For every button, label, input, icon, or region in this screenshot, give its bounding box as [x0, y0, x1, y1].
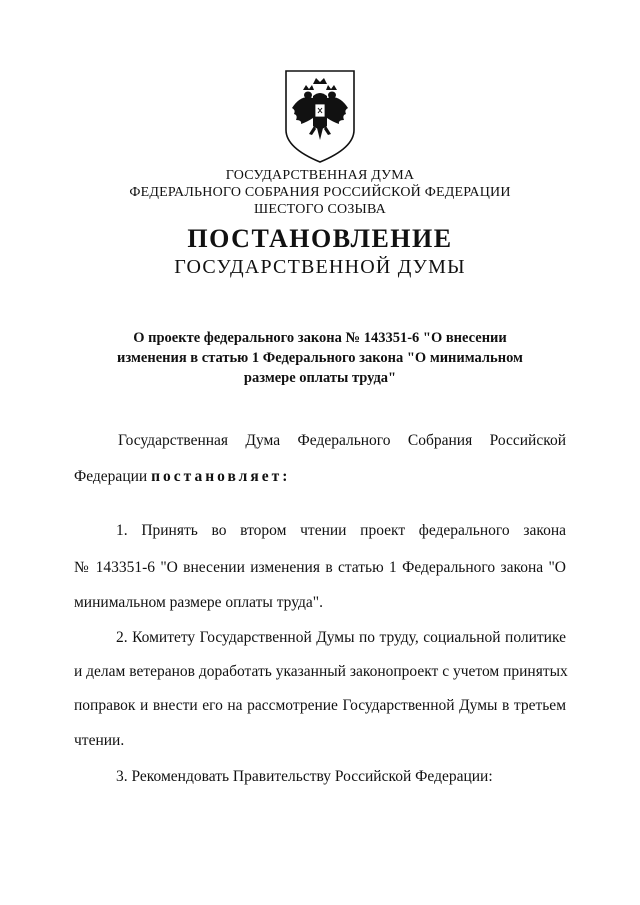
item-2-line-3: поправок и внести его на рассмотрение Государственной Думы в третьем	[74, 697, 566, 714]
resolves-word: постановляет:	[151, 468, 291, 485]
item-1-line-1: 1. Принять во втором чтении проект федерального закона	[116, 522, 566, 539]
preamble-line-1: Государственная Дума Федерального Собрания Российской	[118, 432, 566, 449]
item-2-line-4: чтении.	[74, 732, 125, 749]
document-title: ПОСТАНОВЛЕНИЕ	[187, 224, 453, 253]
subject-line-2: изменения в статью 1 Федерального закона "О минимальном	[117, 350, 523, 366]
preamble-line-2	[74, 468, 290, 486]
coat-of-arms-emblem	[283, 68, 357, 164]
item-1-line-2: № 143351-6 "О внесении изменения в статью 1 Федерального закона "О	[74, 559, 566, 576]
subject-line-3: размере оплаты труда"	[243, 370, 397, 386]
org-line-2: ФЕДЕРАЛЬНОГО СОБРАНИЯ РОССИЙСКОЙ ФЕДЕРАЦИИ	[129, 185, 511, 200]
item-3-line-1: 3. Рекомендовать Правительству Российской Федерации:	[116, 768, 493, 785]
item-2-line-2: и делам ветеранов доработать указанный законопроект с учетом принятых	[74, 663, 568, 680]
org-line-1: ГОСУДАРСТВЕННАЯ ДУМА	[225, 168, 415, 183]
preamble-start: Федерации	[74, 468, 152, 485]
item-1-line-3: минимальном размере оплаты труда".	[74, 594, 323, 611]
org-line-3: ШЕСТОГО СОЗЫВА	[254, 202, 386, 217]
subject-line-1: О проекте федерального закона № 143351-6 "О внесении	[133, 330, 507, 346]
item-2-line-1: 2. Комитету Государственной Думы по труду, социальной политике	[116, 629, 566, 646]
document-subtitle: ГОСУДАРСТВЕННОЙ ДУМЫ	[174, 256, 466, 278]
